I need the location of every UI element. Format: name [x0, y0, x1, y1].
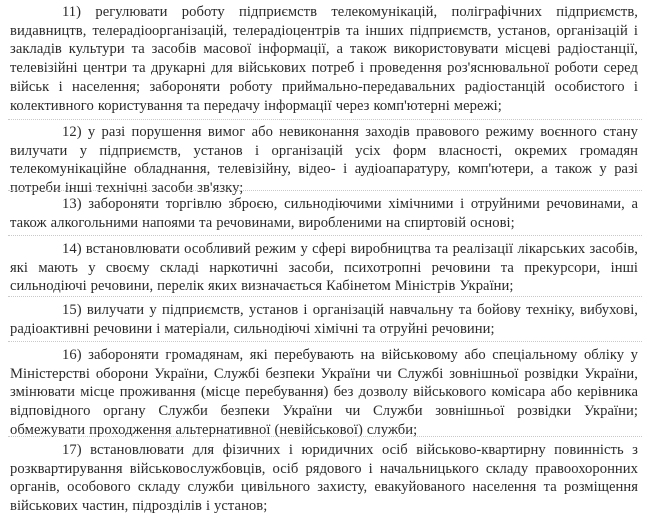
- paragraph-16: 16) забороняти громадянам, які перебувають на військовому або спеціальному обліку у Міністерстві оборони України, Службі безпеки України чи Службі зовнішньої розвідки України, змінювати місце проживання (місце перебування) без дозволу військового комісара або керівника відповідного органу Служби безпеки України чи Служби зовнішньої розвідки України; обмежувати проходження альтернативної (невійськової) служби;: [10, 347, 638, 438]
- paragraph-12: 12) у разі порушення вимог або невиконання заходів правового режиму воєнного стану вилучати у підприємств, установ і організацій усіх форм власності, окремих громадян телекомунікаційне обладнання, телевізійну, відео- і аудіоапаратуру, комп'ютери, а також у разі потреби інші технічні засоби зв'язку;: [10, 124, 638, 197]
- paragraph-divider: [8, 296, 642, 297]
- paragraph-11: 11) регулювати роботу підприємств телекомунікацій, поліграфічних підприємств, видавництв, телерадіоорганізацій, телерадіоцентрів та інших підприємств, установ, організацій і закладів культури та засобів масової інформації, а також використовувати місцеві радіостанції, телевізійні центри та друкарні для військових потреб і проведення роз'яснювальної роботи серед військ і населення; забороняти роботу приймально-передавальних радіостанцій особистого і колективного користування та передачу інформації через комп'ютерні мережі;: [10, 4, 638, 114]
- paragraph-divider: [8, 235, 642, 236]
- paragraph-13: 13) забороняти торгівлю зброєю, сильнодіючими хімічними і отруйними речовинами, а також алкогольними напоями та речовинами, виробленими на спиртовій основі;: [10, 196, 638, 231]
- paragraph-divider: [8, 119, 642, 120]
- paragraph-divider: [8, 436, 642, 437]
- paragraph-divider: [8, 190, 642, 191]
- paragraph-14: 14) встановлювати особливий режим у сфері виробництва та реалізації лікарських засобів, які мають у своєму складі наркотичні засоби, психотропні речовини та прекурсори, інші сильнодіючі речовини, перелік яких визначається Кабінетом Міністрів України;: [10, 241, 638, 295]
- paragraph-divider: [8, 341, 642, 342]
- paragraph-17: 17) встановлювати для фізичних і юридичних осіб військово-квартирну повинність з розквартирування військовослужбовців, осіб рядового і начальницького складу правоохоронних органів, особового складу служби цивільного захисту, евакуйованого населення та розміщення військових частин, підрозділів і установ;: [10, 442, 638, 515]
- paragraph-15: 15) вилучати у підприємств, установ і організацій навчальну та бойову техніку, вибухові, радіоактивні речовини і матеріали, сильнодіючі хімічні та отруйні речовини;: [10, 302, 638, 337]
